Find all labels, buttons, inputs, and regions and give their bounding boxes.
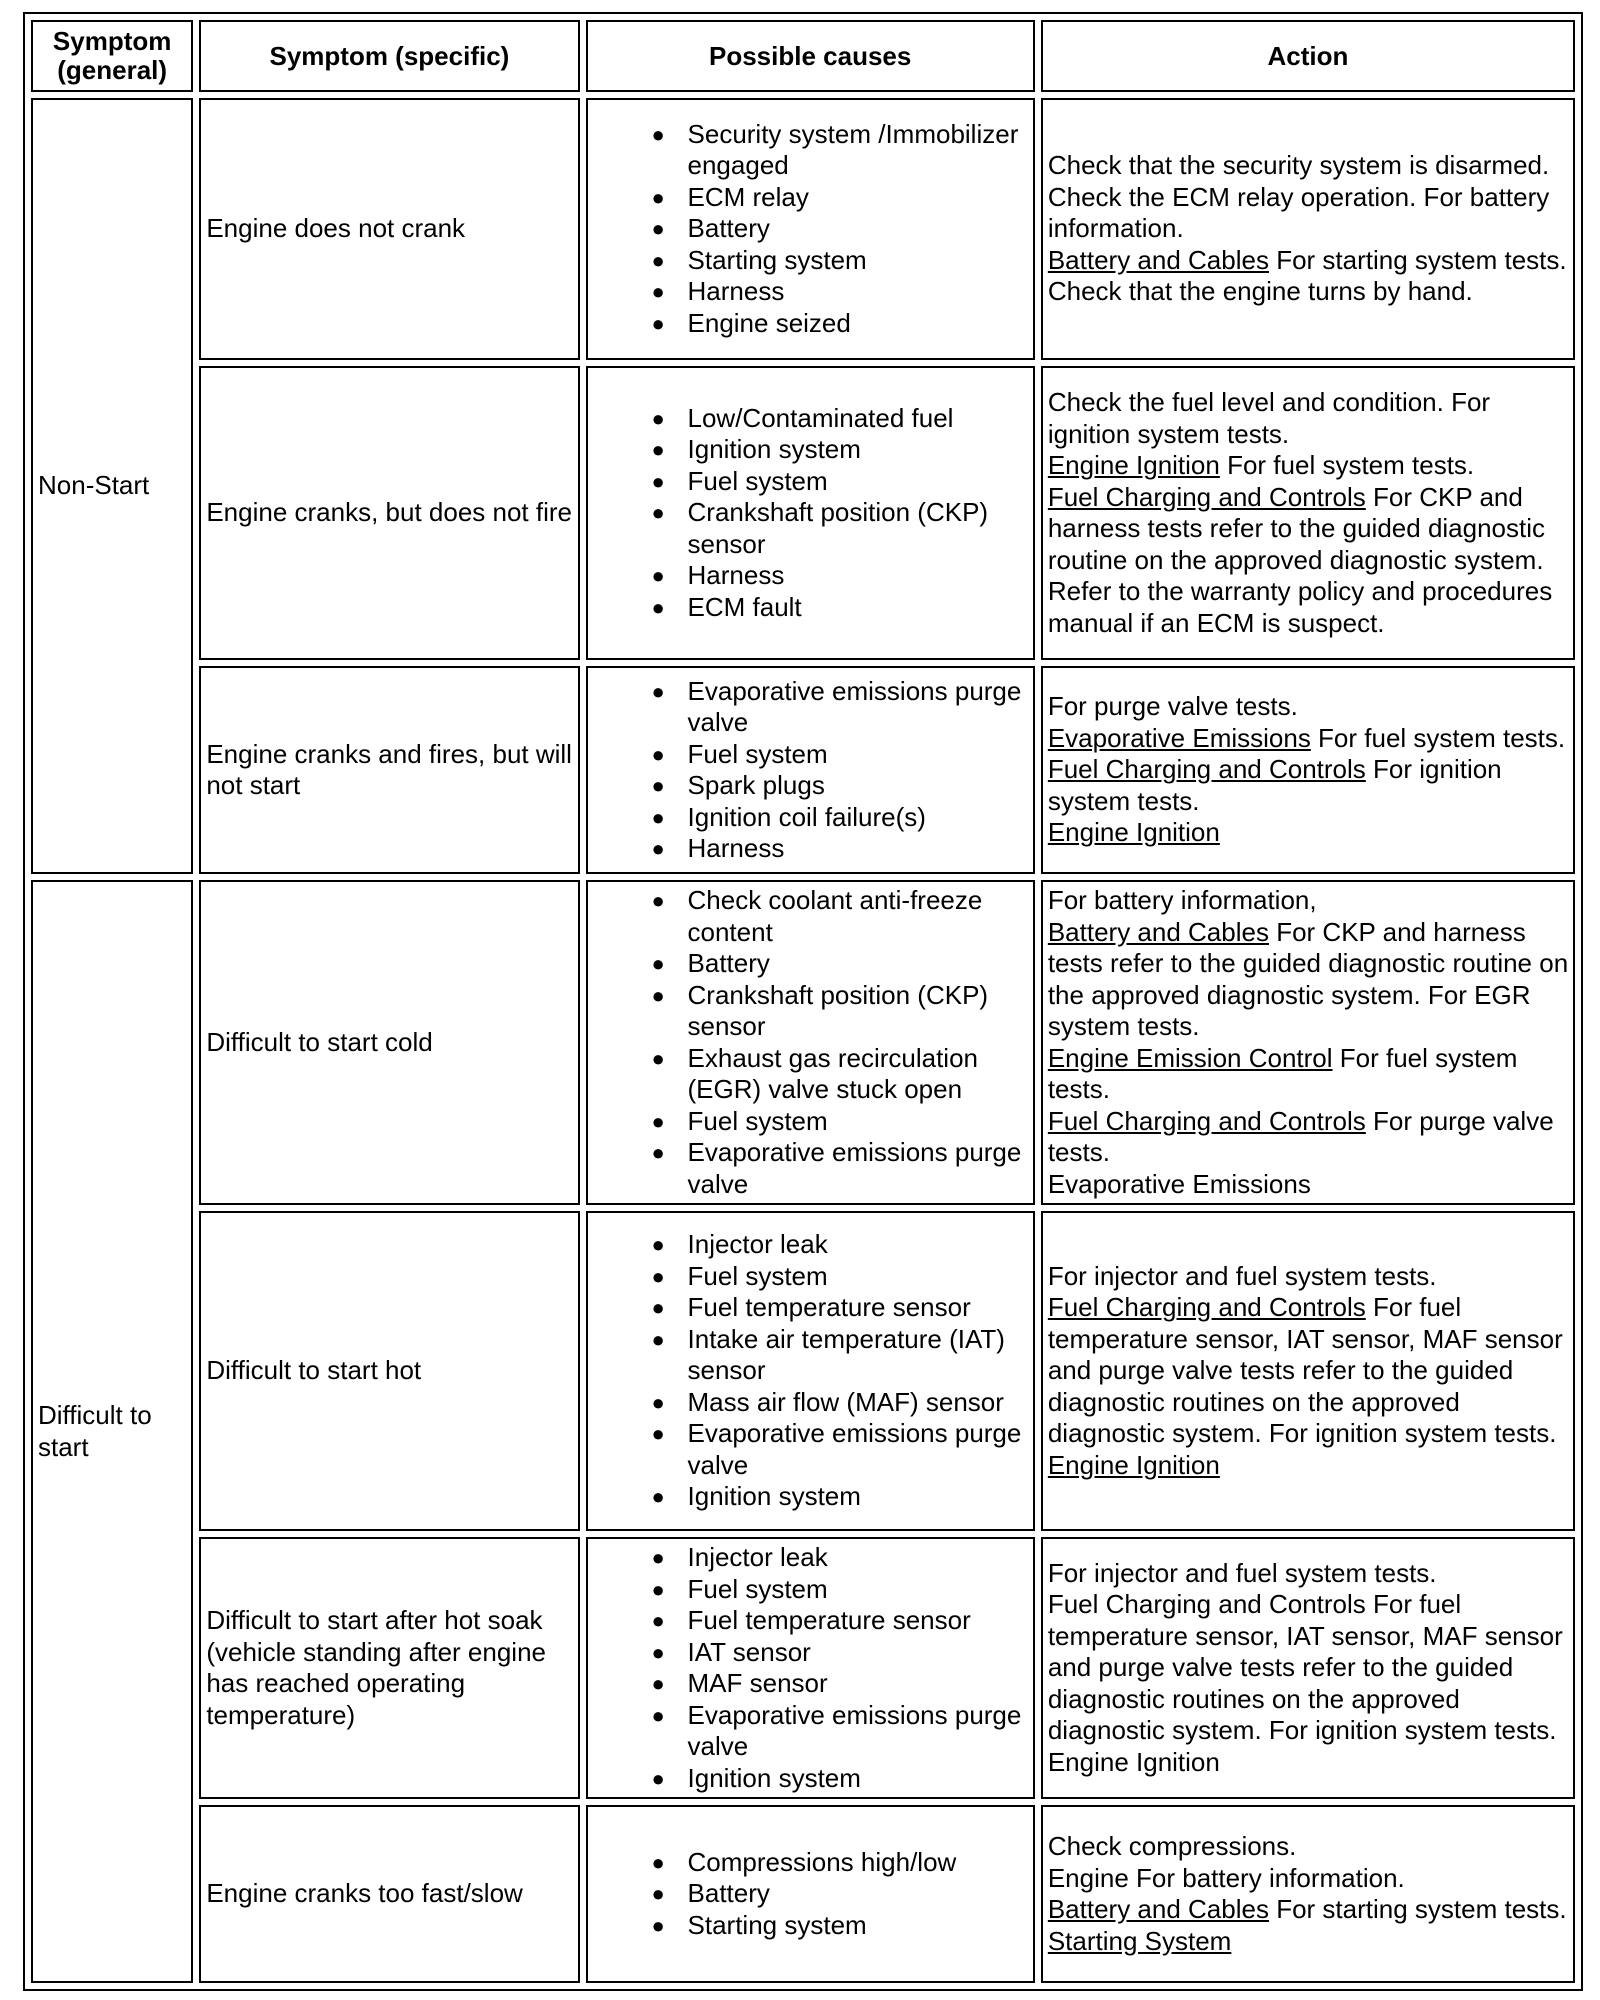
reference-link[interactable]: Fuel Charging and Controls [1047, 481, 1366, 512]
cause-text: Ignition system [687, 1762, 861, 1793]
bullet-icon: ● [651, 741, 665, 767]
cause-text: Evaporative emissions purge valve [687, 675, 1022, 737]
causes-list [593, 1229, 1029, 1513]
table-row [31, 1805, 1575, 1983]
cause-text: Compressions high/low [687, 1846, 957, 1877]
cause-item [651, 465, 1029, 498]
action-text: For injector and fuel system tests. [1047, 1260, 1437, 1291]
header-symptom-general: Symptom (general) [31, 20, 193, 92]
cause-text: Battery [687, 213, 770, 244]
bullet-icon: ● [651, 279, 665, 305]
causes-list [593, 1542, 1029, 1794]
action-line [1048, 482, 1569, 640]
action-line [1048, 1292, 1569, 1450]
symptom-specific-cell: Difficult to start hot [199, 1211, 579, 1531]
cause-item [651, 1137, 1029, 1200]
action-line [1048, 1863, 1569, 1895]
table-body [31, 98, 1575, 1983]
bullet-icon: ● [651, 1389, 665, 1415]
cause-item [651, 885, 1029, 948]
action-line [1048, 1106, 1569, 1169]
possible-causes-cell [586, 1537, 1035, 1799]
action-cell [1041, 666, 1575, 874]
action-text: For fuel temperature sensor, IAT sensor, MAF sensor and purge valve tests refer to the guided diagnostic routines on the approved diagnostic system. For ignition system tests. [1047, 1292, 1563, 1449]
action-text: For injector and fuel system tests. [1047, 1557, 1437, 1588]
causes-list [593, 885, 1029, 1200]
cause-text: Crankshaft position (CKP) sensor [687, 979, 989, 1041]
cause-item [651, 1229, 1029, 1261]
cause-item [651, 402, 1029, 435]
action-line [1048, 1926, 1569, 1958]
bullet-icon: ● [651, 563, 665, 589]
cause-item [651, 434, 1029, 466]
bullet-icon: ● [651, 437, 665, 463]
bullet-icon: ● [651, 310, 665, 336]
reference-link[interactable]: Engine Emission Control [1047, 1042, 1333, 1073]
symptom-general-cell: Non-Start [31, 98, 193, 874]
table-row [31, 1537, 1575, 1799]
cause-item [651, 1105, 1029, 1138]
bullet-icon: ● [651, 500, 665, 526]
cause-text: Fuel system [687, 465, 828, 496]
header-possible-causes: Possible causes [586, 20, 1035, 92]
cause-text: Fuel temperature sensor [687, 1292, 971, 1323]
reference-link[interactable]: Battery and Cables [1047, 916, 1269, 947]
cause-text: ECM relay [687, 181, 809, 212]
action-cell [1041, 366, 1575, 660]
bullet-icon: ● [651, 1108, 665, 1134]
symptom-general-cell: Difficult to start [31, 880, 193, 1983]
possible-causes-cell [586, 366, 1035, 660]
cause-text: IAT sensor [687, 1636, 811, 1667]
cause-item [651, 1260, 1029, 1293]
action-cell [1041, 1537, 1575, 1799]
cause-item [651, 1323, 1029, 1387]
symptom-specific-cell: Difficult to start cold [199, 880, 579, 1205]
action-line [1048, 1169, 1569, 1201]
bullet-icon: ● [651, 1484, 665, 1510]
bullet-icon: ● [651, 1045, 665, 1071]
cause-item [651, 307, 1029, 340]
cause-text: Intake air temperature (IAT) sensor [687, 1323, 1005, 1386]
cause-item [651, 181, 1029, 214]
reference-link[interactable]: Fuel Charging and Controls [1047, 754, 1366, 785]
cause-text: Battery [687, 948, 770, 978]
cause-text: Engine seized [687, 307, 851, 338]
action-line [1048, 885, 1569, 917]
action-text: For ignition system tests. [1047, 754, 1502, 816]
table-row [31, 98, 1575, 360]
bullet-icon: ● [651, 804, 665, 830]
cause-text: Fuel temperature sensor [687, 1605, 971, 1635]
action-text: For purge valve tests. [1047, 691, 1298, 722]
cause-item [651, 1909, 1029, 1942]
bullet-icon: ● [651, 216, 665, 242]
bullet-icon: ● [651, 951, 665, 976]
action-text: For starting system tests. [1268, 244, 1567, 275]
cause-text: Fuel system [687, 1573, 828, 1604]
action-line [1048, 1558, 1569, 1590]
cause-item [651, 1042, 1029, 1106]
possible-causes-cell [586, 666, 1035, 874]
cause-text: Injector leak [687, 1229, 828, 1260]
reference-link[interactable]: Fuel Charging and Controls [1047, 1292, 1366, 1323]
cause-item [651, 1846, 1029, 1879]
cause-item [651, 1481, 1029, 1513]
bullet-icon: ● [651, 405, 665, 431]
possible-causes-cell [586, 1805, 1035, 1983]
cause-item [651, 1668, 1029, 1700]
reference-link[interactable]: Battery and Cables [1047, 1894, 1269, 1924]
action-text: For fuel system tests. [1047, 1042, 1518, 1104]
action-line [1048, 245, 1569, 277]
diagnostic-table [23, 12, 1583, 1991]
bullet-icon: ● [651, 1765, 665, 1791]
symptom-specific-cell: Difficult to start after hot soak (vehicle standing after engine has reached operating temperature) [199, 1537, 579, 1799]
action-line [1048, 1450, 1569, 1482]
cause-text: Spark plugs [687, 770, 825, 800]
bullet-icon: ● [651, 888, 665, 913]
cause-item [651, 1292, 1029, 1324]
table-row [31, 1211, 1575, 1531]
bullet-icon: ● [651, 121, 665, 147]
action-line [1048, 150, 1569, 245]
bullet-icon: ● [651, 836, 665, 861]
bullet-icon: ● [651, 1881, 665, 1907]
action-line [1048, 387, 1569, 450]
action-cell [1041, 1805, 1575, 1983]
action-line [1048, 1831, 1569, 1863]
reference-link[interactable]: Evaporative Emissions [1047, 722, 1311, 753]
cause-item [651, 833, 1029, 865]
action-line [1048, 723, 1569, 755]
cause-item [651, 770, 1029, 802]
cause-text: Ignition system [687, 1481, 861, 1512]
possible-causes-cell [586, 880, 1035, 1205]
header-action: Action [1041, 20, 1575, 92]
cause-text: Fuel system [687, 738, 828, 769]
action-text: Evaporative Emissions [1047, 1168, 1311, 1199]
bullet-icon: ● [651, 1702, 665, 1728]
reference-link[interactable]: Engine Ignition [1047, 817, 1220, 848]
cause-item [651, 1605, 1029, 1637]
cause-item [651, 1878, 1029, 1910]
cause-item [651, 1573, 1029, 1606]
action-text: For starting system tests. [1268, 1894, 1567, 1924]
causes-list [593, 403, 1029, 624]
bullet-icon: ● [651, 1576, 665, 1602]
bullet-icon: ● [651, 1263, 665, 1289]
cause-text: Mass air flow (MAF) sensor [687, 1386, 1004, 1417]
cause-item [651, 1762, 1029, 1795]
cause-item [651, 738, 1029, 771]
cause-text: Starting system [687, 244, 867, 275]
symptom-specific-cell: Engine cranks and fires, but will not start [199, 666, 579, 874]
cause-text: Ignition system [687, 434, 861, 465]
cause-text: Harness [687, 276, 785, 307]
action-text: For fuel system tests. [1219, 450, 1475, 480]
cause-text: Fuel system [687, 1105, 828, 1136]
table-row [31, 666, 1575, 874]
action-line [1048, 1894, 1569, 1926]
action-cell [1041, 880, 1575, 1205]
action-text: Check compressions. [1047, 1831, 1297, 1861]
bullet-icon: ● [651, 1849, 665, 1875]
cause-text: Harness [687, 833, 785, 863]
action-line [1048, 1589, 1569, 1747]
cause-item [651, 213, 1029, 245]
cause-item [651, 1699, 1029, 1763]
bullet-icon: ● [651, 1545, 665, 1570]
symptom-specific-cell: Engine cranks, but does not fire [199, 366, 579, 660]
bullet-icon: ● [651, 594, 665, 620]
action-line [1048, 276, 1569, 308]
action-text: For CKP and harness tests refer to the guided diagnostic routine on the approved diagnostic system. For EGR system tests. [1047, 916, 1569, 1041]
cause-item [651, 118, 1029, 182]
action-text: For purge valve tests. [1047, 1105, 1554, 1167]
possible-causes-cell [586, 1211, 1035, 1531]
symptom-specific-cell: Engine cranks too fast/slow [199, 1805, 579, 1983]
reference-link[interactable]: Engine Ignition [1047, 1449, 1220, 1480]
bullet-icon: ● [651, 1295, 665, 1321]
action-line [1048, 754, 1569, 817]
cause-text: Security system /Immobilizer engaged [687, 118, 1019, 181]
reference-link[interactable]: Engine Ignition [1047, 450, 1220, 480]
action-text: For fuel system tests. [1310, 722, 1566, 753]
action-line [1048, 450, 1569, 482]
cause-text: Harness [687, 560, 785, 591]
cause-text: Check coolant anti-freeze content [687, 885, 983, 947]
cause-text: Evaporative emissions purge valve [687, 1418, 1022, 1480]
cause-text: Ignition coil failure(s) [687, 801, 926, 832]
bullet-icon: ● [651, 184, 665, 210]
cause-text: Low/Contaminated fuel [687, 402, 954, 433]
table-row [31, 880, 1575, 1205]
bullet-icon: ● [651, 1608, 665, 1633]
cause-item [651, 979, 1029, 1043]
cause-item [651, 1418, 1029, 1481]
bullet-icon: ● [651, 468, 665, 494]
action-text: Check that the security system is disarmed. Check the ECM relay operation. For battery information. [1047, 150, 1550, 244]
reference-link[interactable]: Battery and Cables [1047, 244, 1269, 275]
bullet-icon: ● [651, 1912, 665, 1938]
cause-item [651, 948, 1029, 980]
cause-text: Evaporative emissions purge valve [687, 1137, 1022, 1199]
cause-item [651, 591, 1029, 624]
cause-item [651, 1542, 1029, 1574]
bullet-icon: ● [651, 1671, 665, 1696]
cause-item [651, 675, 1029, 739]
action-line [1048, 691, 1569, 723]
cause-text: Crankshaft position (CKP) sensor [687, 497, 989, 559]
cause-text: Evaporative emissions purge valve [687, 1699, 1022, 1761]
possible-causes-cell [586, 98, 1035, 360]
cause-item [651, 801, 1029, 834]
action-text: Check that the engine turns by hand. [1047, 276, 1473, 307]
bullet-icon: ● [651, 1421, 665, 1447]
bullet-icon: ● [651, 678, 665, 704]
cause-item [651, 1386, 1029, 1419]
cause-item [651, 497, 1029, 560]
action-text: Engine Ignition [1047, 1746, 1220, 1777]
cause-text: MAF sensor [687, 1668, 828, 1698]
causes-list [593, 119, 1029, 340]
action-text: Engine For battery information. [1047, 1862, 1405, 1893]
action-cell [1041, 1211, 1575, 1531]
bullet-icon: ● [651, 982, 665, 1008]
causes-list [593, 676, 1029, 865]
cause-text: ECM fault [687, 591, 802, 622]
cause-item [651, 276, 1029, 308]
cause-item [651, 560, 1029, 592]
cause-text: Battery [687, 1878, 770, 1909]
action-text: For CKP and harness tests refer to the guided diagnostic routine on the approved diagnostic system. Refer to the warranty policy and procedures manual if an ECM is suspect. [1047, 481, 1553, 638]
action-line [1048, 917, 1569, 1043]
bullet-icon: ● [651, 1639, 665, 1665]
bullet-icon: ● [651, 1140, 665, 1165]
symptom-specific-cell: Engine does not crank [199, 98, 579, 360]
bullet-icon: ● [651, 247, 665, 273]
action-line [1048, 1261, 1569, 1293]
cause-text: Fuel system [687, 1260, 828, 1291]
action-line [1048, 1747, 1569, 1779]
action-text: Fuel Charging and Controls For fuel temperature sensor, IAT sensor, MAF sensor and purge valve tests refer to the guided diagnostic routines on the approved diagnostic system. For ignition system tests. [1047, 1589, 1563, 1746]
header-row [31, 20, 1575, 92]
table-row [31, 366, 1575, 660]
cause-text: Starting system [687, 1909, 867, 1940]
bullet-icon: ● [651, 1232, 665, 1258]
cause-text: Injector leak [687, 1542, 828, 1572]
causes-list [593, 1847, 1029, 1942]
header-symptom-specific: Symptom (specific) [199, 20, 579, 92]
reference-link[interactable]: Starting System [1047, 1925, 1232, 1956]
cause-item [651, 244, 1029, 277]
action-line [1048, 817, 1569, 849]
bullet-icon: ● [651, 1326, 665, 1352]
action-text: For battery information, [1047, 885, 1317, 915]
action-line [1048, 1043, 1569, 1106]
cause-item [651, 1636, 1029, 1669]
cause-text: Exhaust gas recirculation (EGR) valve stuck open [687, 1042, 978, 1104]
action-text: Check the fuel level and condition. For ignition system tests. [1047, 387, 1491, 449]
action-cell [1041, 98, 1575, 360]
reference-link[interactable]: Fuel Charging and Controls [1047, 1105, 1366, 1136]
bullet-icon: ● [651, 773, 665, 798]
